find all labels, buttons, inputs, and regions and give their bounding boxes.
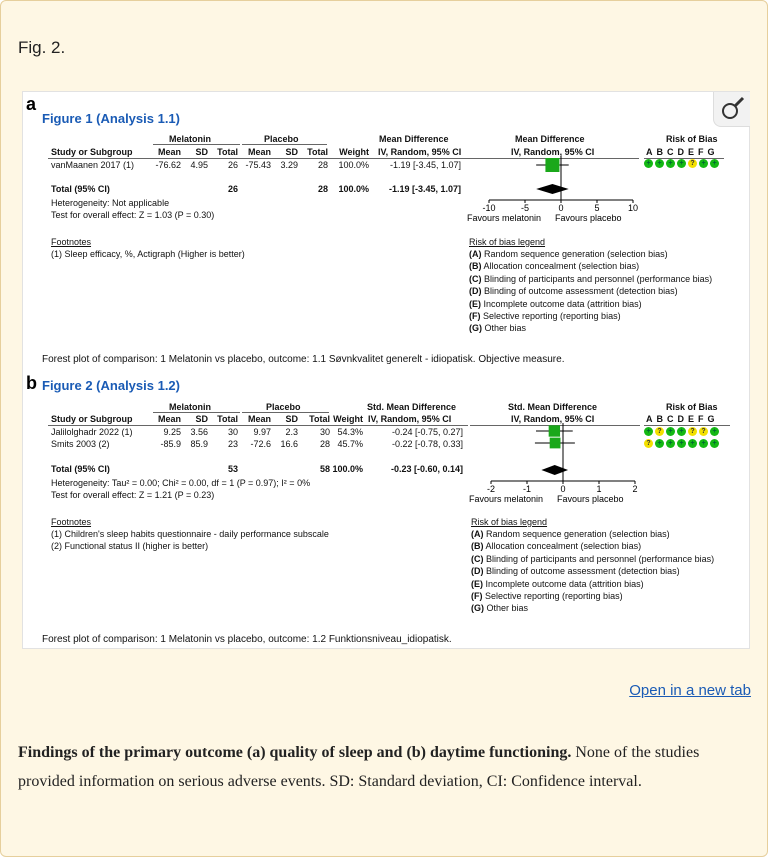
rob-letters: ABCDEFG: [646, 147, 719, 157]
low-risk-dot: +: [655, 439, 664, 448]
favours-right-label: Favours placebo: [555, 213, 622, 223]
group1-header: Melatonin: [169, 402, 211, 412]
rob-header: Risk of Bias: [666, 402, 718, 412]
x-tick-label: 0: [558, 203, 564, 213]
cell-mean1: -85.9: [160, 439, 181, 449]
x-tick-label: 10: [627, 203, 639, 213]
rob-legend-item: (D) Blinding of outcome assessment (detection bias): [471, 566, 680, 577]
study-name: vanMaanen 2017 (1): [51, 160, 135, 170]
cell-mean2: -72.6: [250, 439, 271, 449]
cell-total1: 26: [227, 160, 238, 170]
x-tick-label: 2: [632, 484, 638, 494]
x-tick-label: -2: [486, 484, 496, 494]
col-ci: IV, Random, 95% CI: [378, 147, 462, 157]
panel-b-title: Figure 2 (Analysis 1.2): [42, 378, 180, 393]
x-tick-label: 0: [560, 484, 566, 494]
study-name: Jalilolghadr 2022 (1): [51, 427, 133, 437]
group1-header: Melatonin: [169, 134, 211, 144]
rob-legend-item: (G) Other bias: [471, 603, 529, 614]
cell-total2: 30: [319, 427, 330, 437]
overall-effect: Test for overall effect: Z = 1.21 (P = 0.23): [51, 490, 215, 500]
rob-legend-item: (F) Selective reporting (reporting bias): [469, 311, 621, 321]
col-total1: Total: [217, 414, 238, 424]
low-risk-dot: +: [655, 159, 664, 168]
total-n2: 28: [317, 184, 328, 194]
rob-legend-item: (A) Random sequence generation (selection bias): [469, 249, 668, 259]
col-ci-plot: IV, Random, 95% CI: [511, 414, 595, 424]
panel-a-title: Figure 1 (Analysis 1.1): [42, 111, 180, 126]
cell-ci: -1.19 [-3.45, 1.07]: [389, 160, 461, 170]
rob-legend-title: Risk of bias legend: [469, 237, 546, 247]
rob-letters: ABCDEFG: [646, 414, 719, 424]
favours-right-label: Favours placebo: [557, 494, 624, 504]
total-n2: 58: [319, 464, 330, 474]
cell-sd2: 3.29: [280, 160, 298, 170]
footnote: (2) Functional status II (higher is better): [51, 541, 209, 551]
rob-legend-item: (E) Incomplete outcome data (attrition bias): [469, 298, 642, 309]
low-risk-dot: +: [666, 439, 675, 448]
rob-legend-item: (E) Incomplete outcome data (attrition bias): [471, 578, 644, 589]
col-total1: Total: [217, 147, 238, 157]
low-risk-dot: +: [710, 439, 719, 448]
panel-b-letter: b: [26, 373, 37, 393]
col-mean1: Mean: [157, 147, 181, 157]
rob-legend-item: (B) Allocation concealment (selection bias): [469, 261, 640, 272]
panel-a-letter: a: [26, 94, 37, 114]
x-tick-label: 5: [594, 203, 600, 213]
total-diamond: [536, 184, 569, 194]
rob-legend-item: (C) Blinding of participants and personnel (performance bias): [469, 273, 713, 284]
col-study: Study or Subgroup: [51, 414, 133, 424]
cell-mean2: -75.43: [245, 160, 271, 170]
favours-left-label: Favours melatonin: [467, 213, 542, 223]
col-weight: Weight: [333, 414, 363, 424]
magnify-icon: [714, 92, 750, 126]
cell-mean2: 9.97: [253, 427, 271, 437]
total-ci: -0.23 [-0.60, 0.14]: [390, 464, 463, 474]
rob-legend-item: (C) Blinding of participants and personnel (performance bias): [471, 553, 715, 564]
cell-total2: 28: [319, 439, 330, 449]
open-in-new-tab-link[interactable]: Open in a new tab: [629, 682, 751, 699]
cell-sd1: 3.56: [190, 427, 208, 437]
smd-header: Std. Mean Difference: [367, 402, 457, 412]
magnify-button[interactable]: [713, 92, 750, 127]
low-risk-dot: +: [710, 427, 719, 436]
overall-effect: Test for overall effect: Z = 1.03 (P = 0.30): [51, 210, 215, 220]
favours-left-label: Favours melatonin: [469, 494, 544, 504]
footnotes-title: Footnotes: [51, 517, 92, 527]
study-marker: [549, 425, 560, 436]
rob-legend-item: (G) Other bias: [469, 323, 527, 334]
panel-a-caption: Forest plot of comparison: 1 Melatonin vs placebo, outcome: 1.1 Søvnkvalitet generelt - idiopatisk. Objective measure.: [42, 354, 565, 365]
rob-header: Risk of Bias: [666, 134, 718, 144]
col-mean1: Mean: [157, 414, 181, 424]
low-risk-dot: +: [699, 439, 708, 448]
heterogeneity: Heterogeneity: Not applicable: [51, 198, 170, 208]
col-mean2: Mean: [247, 414, 271, 424]
forest-plot-b: [469, 421, 645, 506]
col-study: Study or Subgroup: [51, 147, 133, 157]
total-n1: 26: [227, 184, 238, 194]
x-tick-label: 1: [596, 484, 602, 494]
low-risk-dot: +: [688, 439, 697, 448]
footnote: (1) Children's sleep habits questionnaire - daily performance subscale: [51, 529, 329, 539]
x-tick-label: -10: [482, 203, 496, 213]
footnote: (1) Sleep efficacy, %, Actigraph (Higher is better): [51, 249, 245, 259]
total-ci: -1.19 [-3.45, 1.07]: [388, 184, 461, 194]
low-risk-dot: +: [677, 439, 686, 448]
unclear-risk-dot: ?: [688, 159, 697, 168]
total-diamond: [541, 465, 568, 475]
study-marker: [550, 438, 561, 449]
col-sd1: SD: [195, 147, 208, 157]
forest-plot-a: [467, 154, 643, 226]
footnotes-title: Footnotes: [51, 237, 92, 247]
low-risk-dot: +: [677, 159, 686, 168]
unclear-risk-dot: ?: [688, 427, 697, 436]
low-risk-dot: +: [666, 159, 675, 168]
col-ci-plot: IV, Random, 95% CI: [511, 147, 595, 157]
cell-mean1: -76.62: [155, 160, 181, 170]
cell-mean1: 9.25: [163, 427, 181, 437]
rob-legend-item: (D) Blinding of outcome assessment (detection bias): [469, 286, 678, 297]
cell-total1: 30: [227, 427, 238, 437]
cell-sd2: 16.6: [280, 439, 298, 449]
low-risk-dot: +: [699, 159, 708, 168]
rob-legend-title: Risk of bias legend: [471, 517, 548, 527]
rob-legend-item: (F) Selective reporting (reporting bias): [471, 591, 623, 601]
x-tick-label: -1: [522, 484, 532, 494]
cell-total2: 28: [317, 160, 328, 170]
heterogeneity: Heterogeneity: Tau² = 0.00; Chi² = 0.00, df = 1 (P = 0.97); I² = 0%: [51, 478, 311, 488]
col-total2: Total: [309, 414, 330, 424]
figure-image[interactable]: [22, 91, 750, 649]
col-sd1: SD: [195, 414, 208, 424]
col-sd2: SD: [285, 414, 298, 424]
cell-sd1: 4.95: [190, 160, 208, 170]
col-mean2: Mean: [247, 147, 271, 157]
caption-text: None of the studies provided information on serious adverse events. SD: Standard deviation, CI: Confidence interval.: [18, 744, 700, 790]
rob-legend-item: (A) Random sequence generation (selection bias): [471, 529, 670, 539]
unclear-risk-dot: ?: [699, 427, 708, 436]
total-weight: 100.0%: [338, 184, 369, 194]
caption-bold: Findings of the primary outcome (a) quality of sleep and (b) daytime functioning.: [18, 744, 572, 761]
study-marker: [545, 158, 559, 172]
low-risk-dot: +: [644, 159, 653, 168]
low-risk-dot: +: [644, 427, 653, 436]
figure-label: Fig. 2.: [18, 38, 66, 57]
total-label: Total (95% CI): [51, 464, 110, 474]
total-n1: 53: [227, 464, 238, 474]
unclear-risk-dot: ?: [655, 427, 664, 436]
rob-legend-item: (B) Allocation concealment (selection bias): [471, 541, 642, 552]
cell-sd2: 2.3: [285, 427, 298, 437]
cell-total1: 23: [227, 439, 238, 449]
x-tick-label: -5: [520, 203, 530, 213]
group2-header: Placebo: [264, 134, 299, 144]
cell-weight: 54.3%: [337, 427, 363, 437]
smd-header-plot: Std. Mean Difference: [508, 402, 598, 412]
col-weight: Weight: [339, 147, 369, 157]
cell-weight: 100.0%: [338, 160, 369, 170]
cell-ci: -0.24 [-0.75, 0.27]: [391, 427, 463, 437]
md-header: Mean Difference: [379, 134, 449, 144]
panel-b-caption: Forest plot of comparison: 1 Melatonin vs placebo, outcome: 1.2 Funktionsniveau_idiopatisk.: [42, 634, 452, 645]
col-sd2: SD: [285, 147, 298, 157]
study-name: Smits 2003 (2): [51, 439, 110, 449]
total-label: Total (95% CI): [51, 184, 110, 194]
col-total2: Total: [307, 147, 328, 157]
figure-caption: [18, 738, 748, 796]
md-header-plot: Mean Difference: [515, 134, 585, 144]
cell-ci: -0.22 [-0.78, 0.33]: [391, 439, 463, 449]
low-risk-dot: +: [677, 427, 686, 436]
low-risk-dot: +: [666, 427, 675, 436]
col-ci: IV, Random, 95% CI: [368, 414, 452, 424]
cell-weight: 45.7%: [337, 439, 363, 449]
total-weight: 100.0%: [332, 464, 363, 474]
group2-header: Placebo: [266, 402, 301, 412]
low-risk-dot: +: [710, 159, 719, 168]
unclear-risk-dot: ?: [644, 439, 653, 448]
cell-sd1: 85.9: [190, 439, 208, 449]
